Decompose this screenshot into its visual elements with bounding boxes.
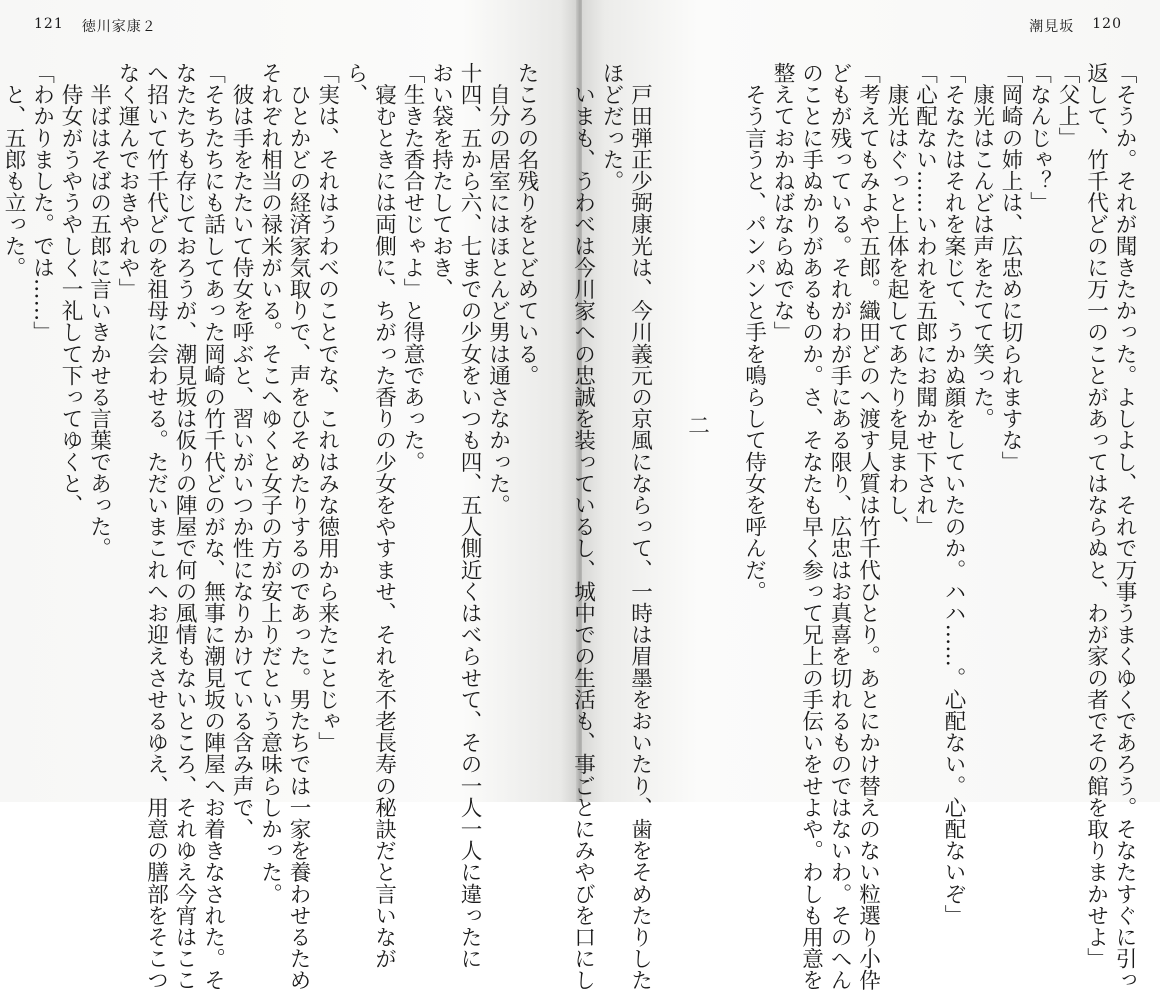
text-line: 「生きた香合せじゃよ」と得意であった。 — [400, 62, 425, 473]
right-running-title: 潮見坂 — [1029, 19, 1075, 35]
text-line: 「そなたはそれを案じて、うかぬ顔をしていたのか。ハハ……。心配ない。心配ないぞ」 — [941, 62, 966, 926]
text-line: そう言うと、パンパンと手を鳴らして侍女を呼んだ。 — [741, 62, 767, 602]
text-line: 侍女がうやうやしく一礼して下ってゆくと、 — [58, 62, 83, 516]
text-line: 整えておかねばならぬでな」 — [770, 62, 795, 343]
right-page — [570, 0, 1160, 991]
text-line: いまも、うわべは今川家への忠誠を装っているし、城中での生活も、事ごとにみやびを口にし — [570, 62, 596, 991]
left-page — [0, 0, 578, 991]
text-line: ひとかどの経済家気取りで、声をひそめたりするのであった。男たちでは一家を養わせるため — [286, 62, 311, 991]
text-line: 「なんじゃ？」 — [1026, 62, 1052, 214]
text-line: ら、 — [343, 62, 368, 106]
text-line: 半ばはそばの五郎に言いきかせる言葉であった。 — [86, 62, 112, 559]
text-line: 「わかりました。では……」 — [29, 62, 55, 343]
text-line: 戸田弾正少弼康光は、今川義元の京風にならって、一時は眉墨をおいたり、歯をそめたりした — [627, 62, 653, 991]
text-line: 自分の居室にはほとんど男は通さなかった。 — [485, 62, 511, 516]
text-line: たころの名残りをとどめている。 — [514, 62, 539, 386]
text-line: 「父上」 — [1055, 62, 1080, 149]
left-page-header — [34, 16, 157, 36]
left-page-body — [1, 62, 540, 991]
text-line: 「実は、それはうわべのことでな、これはみな徳用から来たことじゃ」 — [314, 62, 340, 754]
left-page-number: 121 — [34, 16, 64, 32]
text-line: 「考えてもみよや五郎。織田どのへ渡す人質は竹千代ひとり。あとにかけ替えのない粒選り小伜 — [855, 62, 881, 991]
text-line: 「岡崎の姉上は、広忠めに切られますな」 — [998, 62, 1023, 473]
text-line: 「そちたちにも話してあった岡崎の竹千代どのがな、無事に潮見坂の陣屋へお着きなされた。そ — [200, 62, 226, 991]
text-line: ほどだった。 — [599, 62, 624, 192]
text-line: 「心配ない……いわれを五郎にお聞かせ下され」 — [912, 62, 938, 538]
text-line — [654, 62, 683, 787]
right-page-number: 120 — [1092, 16, 1122, 32]
text-line: 彼は手をたたいて侍女を呼ぶと、習いがいつか性になりかけている含み声で、 — [229, 62, 254, 840]
text-line: 十四、五から六、七までの少女をいつも四、五人側近くはべらせて、その一人一人に違ったに — [457, 62, 482, 970]
text-line: おい袋を持たしておき、 — [428, 62, 454, 300]
right-page-body — [570, 62, 1138, 991]
text-line: と、五郎も立った。 — [1, 62, 26, 278]
text-line: 寝むときには両側に、ちがった香りの少女をやすませ、それを不老長寿の秘訣だと言いなが — [371, 62, 397, 970]
left-running-title: 徳川家康２ — [81, 19, 157, 35]
text-line: 康光はぐっと上体を起してあたりを見まわし、 — [884, 62, 909, 538]
text-line — [711, 62, 740, 787]
text-line: それぞれ相当の禄米がいる。そこへゆくと女子の方が安上りだという意味らしかった。 — [257, 62, 283, 905]
text-line: なたたちも存じておろうが、潮見坂は仮りの陣屋で何の風情もないところ、それゆえ今宵はここ — [172, 62, 197, 991]
text-line: なく運んでおきやれや」 — [115, 62, 140, 300]
text-line: 「そうか。それが聞きたかった。よしよし、それで万事うまくゆくであろう。そなたすぐに引っ — [1112, 62, 1137, 991]
text-line: へ招いて竹千代どのを祖母に会わせる。ただいまこれへお迎えさせるゆえ、用意の膳部をそこつ — [143, 62, 169, 991]
text-line: どもが残っている。それがわが手にある限り、広忠はお真喜を切れるものではないわ。そのへん — [827, 62, 852, 991]
section-heading: 二 — [684, 413, 710, 436]
right-page-header — [1029, 16, 1122, 36]
text-line: 返して、竹千代どのに万一のことがあってはならぬと、わが家の者でその館を取りまかせよ」 — [1083, 62, 1109, 970]
text-line: のことに手ぬかりがあるものか。さ、そなたも早く参って兄上の手伝いをせよや。わしも用意を — [798, 62, 824, 991]
text-line: 康光はこんどは声をたてて笑った。 — [969, 62, 995, 430]
